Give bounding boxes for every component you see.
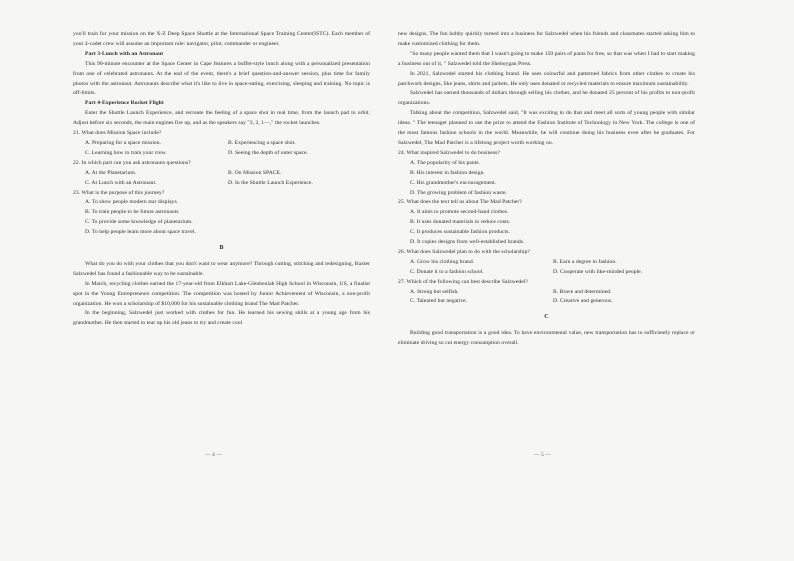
part4-heading: Part 4-Experience Rocket Flight: [85, 100, 164, 107]
question-22-options: [85, 169, 370, 189]
section-b-heading: B: [219, 245, 224, 252]
option: B. Earn a degree in fashion.: [553, 258, 617, 265]
question-21: 21. What does Mission Space include?: [73, 130, 162, 137]
option: D. To help people learn more about space travel.: [85, 229, 196, 236]
option: B. To train people to be future astronauts: [85, 209, 179, 216]
option: C. Talented but negative.: [410, 298, 468, 305]
option: C. His grandmother's encouragement.: [410, 179, 497, 186]
question-26-options: [410, 258, 695, 278]
question-24: 24. What inspired Salzwedel to do business?: [398, 149, 500, 156]
left-column: [73, 30, 370, 329]
section-c-heading: C: [544, 314, 549, 321]
question-23-options: [85, 198, 370, 238]
option: B. Brave and determined.: [553, 288, 612, 295]
part4-paragraph: Enter the Shuttle Launch Experience, and recreate the feeling of a space shot in real time, from the launch pad to orbit. Adjust before six seconds, the main engines fire up, and as the speakers say "3, 2, 1—," the rocket launches.: [73, 110, 370, 127]
question-23: 23. What is the purpose of this journey?: [73, 189, 165, 196]
r-paragraph-1: new designs. The fun hobby quickly turned into a business for Salzwedel when his friends and classmates started asking him to make customized clothing for them.: [398, 31, 695, 47]
option: D. It copies designs from well-established brands.: [410, 239, 525, 246]
r-paragraph-4: Salzwedel has earned thousands of dollars through selling his clothes, and he donated 25 percent of his profits to non-profit organizations.: [398, 90, 695, 107]
option: A. The popularity of his pants.: [410, 159, 480, 166]
option: B. It uses donated materials to reduce costs.: [410, 219, 511, 226]
question-25-options: [410, 208, 695, 248]
r-paragraph-2: "So many people wanted them that I wasn't going to make 150 pairs of pants for free, so that was when I had to start making a business out of it, " Salzwedel told the Sheboygan Press.: [398, 50, 695, 67]
r-paragraph-3: In 2021, Salzwedel started his clothing brand. He uses colourful and patterned fabrics from other clothes to create his patchwork designs, like jeans, shirts and jackets. He only uses donated or recycled materials to ensure maximum sustainability.: [398, 70, 695, 87]
option: D. Creative and generous.: [553, 298, 613, 305]
option: A. Strong but selfish.: [410, 288, 459, 295]
option: A. It aims to promote second-hand clothes.: [410, 209, 509, 216]
question-24-options: [410, 159, 695, 199]
question-25: 25. What does the text tell us about The Mad Patcher?: [398, 199, 522, 206]
question-26: 26. What does Salzwedel plan to do with the scholarship?: [398, 248, 530, 255]
option: C. It produces sustainable fashion products.: [410, 229, 510, 236]
option: B. On Mission SPACE.: [228, 169, 282, 176]
b-paragraph-3: In the beginning, Salzwedel just worked with clothes for fun. He learned his sewing skills at a young age from his grandmother. He then started to tear up his old jeans to try and create cool: [73, 310, 370, 327]
option: A. Grow his clothing brand.: [410, 258, 475, 265]
intro-paragraph: you'll train for your mission on the X-Z Deep Space Shuttle at the International Space Training Center(ISTC). Each member of your 4-cadet crew will assume an important role: navigator, pilot, commander or engineer.: [73, 31, 370, 47]
option: B. His interest in fashion design.: [410, 169, 485, 176]
b-paragraph-2: In March, recycling clothes earned the 17-year-old from Elkhart Lake-Glenbeulah High School in Wisconsin, US, a finalist spot in the Young Entrepreneurs competition. The competition was hosted by Junior Achievement of Wisconsin, a non-profit organization. He won a scholarship of $10,000 for his sustainable clothing brand The Mad Patcher.: [73, 280, 370, 307]
question-27: 27. Which of the following can best describe Salzwedel?: [398, 278, 528, 285]
c-paragraph-1: Building good transportation is a good idea. To have environmental value, new transportation has to sufficiently replace or eliminate driving so cut energy consumption overall.: [398, 330, 695, 347]
r-paragraph-5: Talking about the competition, Salzwedel said, "It was exciting to do that and meet all sorts of young people with similar ideas. " The teenager planned to use the prize to attend the Fashion Institute of Technology in New York. The college is one of the most famous fashion schools in the world. Meanwhile, he will continue doing his business even after he graduates. For Salzwedel, The Mad Patcher is a lifelong project worth working on.: [398, 110, 695, 146]
option: C. Donate it to a fashion school.: [410, 268, 484, 275]
option: D. In the Shuttle Launch Experience.: [228, 179, 313, 186]
option: B. Experiencing a space shot.: [228, 139, 296, 146]
option: C. Learning how to train your crew.: [85, 149, 167, 156]
option: A. To show people modern star displays.: [85, 199, 179, 206]
option: A. Preparing for a space mission.: [85, 139, 162, 146]
b-paragraph-1: What do you do with your clothes that you don't want to wear anymore? Through cutting, stitching and redesigning, Baxter Salzwedel has found a fashionable way to be sustainable.: [73, 260, 370, 277]
option: D. Seeing the depth of outer space.: [228, 149, 309, 156]
page-number-left: — 4 —: [205, 452, 222, 458]
option: D. The growing problem of fashion waste.: [410, 189, 507, 196]
option: A. At the Planetarium.: [85, 169, 137, 176]
question-22: 22. In which part can you ask astronauts questions?: [73, 159, 191, 166]
option: D. Cooperate with like-minded people.: [553, 268, 643, 275]
page-number-right: — 5 —: [534, 452, 551, 458]
part3-heading: Part 3-Lunch with an Astronaut: [85, 50, 164, 57]
question-27-options: [410, 288, 695, 308]
option: C. At Lunch with an Astronaut.: [85, 179, 157, 186]
part3-paragraph: This 90-minute encounter at the Space Center in Cape features a buffet-style lunch along with a personalized presentation from one of celebrated astronauts. At the end of the event, there's a brief question-and-answer session, plus time for family photos with the astronaut. Astronauts describe what it's like to live in space-eating, exercising, sleeping and training. No topic is off-limits.: [73, 60, 370, 97]
question-21-options: [85, 139, 370, 159]
right-column: [398, 30, 695, 349]
option: C. To provide some knowledge of planetarium.: [85, 219, 193, 226]
